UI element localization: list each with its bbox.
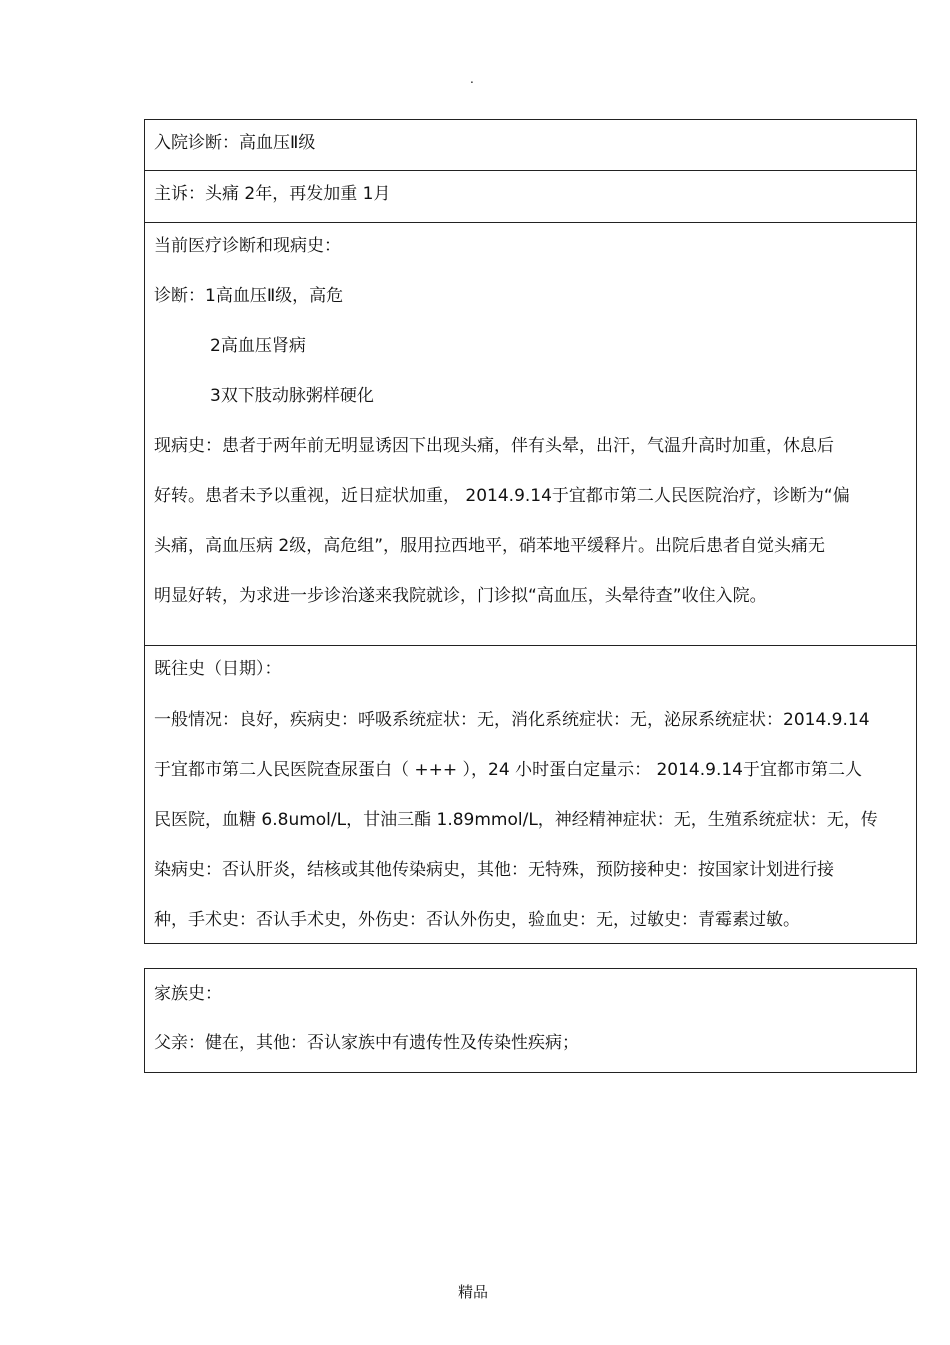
past-history-line: 染病史：否认肝炎，结核或其他传染病史，其他：无特殊，预防接种史：按国家计划进行接 [154, 860, 834, 880]
family-history-line: 父亲：健在，其他：否认家族中有遗传性及传染性疾病； [154, 1033, 579, 1053]
current-heading: 当前医疗诊断和现病史： [154, 236, 341, 256]
admission-diagnosis-row [145, 120, 916, 170]
history-line: 现病史：患者于两年前无明显诱因下出现头痛，伴有头晕，出汗，气温升高时加重，休息后 [154, 436, 834, 456]
chief-complaint: 主诉：头痛 2年，再发加重 1月 [154, 184, 391, 204]
past-history-line: 于宜都市第二人民医院查尿蛋白（ +++ ），24 小时蛋白定量示： 2014.9.14于宜都市第二人 [154, 760, 862, 780]
chief-complaint-row [145, 170, 916, 222]
past-history-line: 民医院，血糖 6.8umol/L，甘油三酯 1.89mmol/L，神经精神症状：无，生殖系统症状：无，传 [154, 810, 878, 830]
diagnosis-line: 诊断：1高血压Ⅱ级，高危 [154, 286, 344, 306]
history-line: 头痛，高血压病 2级，高危组”，服用拉西地平，硝苯地平缓释片。出院后患者自觉头痛无 [154, 536, 826, 556]
family-history-heading: 家族史： [154, 984, 222, 1004]
past-history-row [145, 645, 916, 943]
past-history-line: 种，手术史：否认手术史，外伤史：否认外伤史，验血史：无，过敏史：青霉素过敏。 [154, 910, 800, 930]
record-table [144, 119, 917, 944]
current-history-row [145, 222, 916, 645]
footer-label: 精品 [458, 1283, 489, 1301]
header-mark: . [470, 72, 474, 86]
past-history-line: 一般情况：良好，疾病史：呼吸系统症状：无，消化系统症状：无，泌尿系统症状：2014.9.14 [154, 710, 870, 730]
diagnosis-line: 3双下肢动脉粥样硬化 [210, 386, 374, 406]
family-history-box [144, 968, 917, 1073]
past-history-heading: 既往史（日期）： [154, 659, 282, 679]
diagnosis-line: 2高血压肾病 [210, 336, 306, 356]
history-line: 好转。患者未予以重视，近日症状加重， 2014.9.14于宜都市第二人民医院治疗，诊断为“偏 [154, 486, 850, 506]
history-line: 明显好转，为求进一步诊治遂来我院就诊，门诊拟“高血压，头晕待查”收住入院。 [154, 586, 767, 606]
admission-diagnosis: 入院诊断：高血压Ⅱ级 [154, 133, 316, 153]
